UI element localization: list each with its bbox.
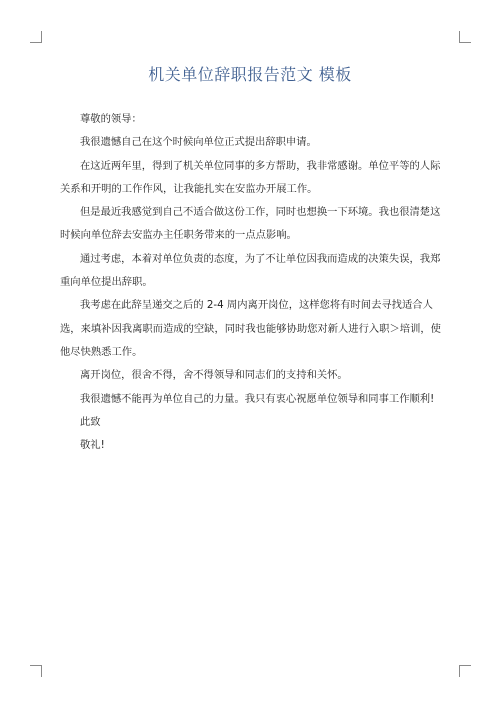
paragraph-3: 但是最近我感觉到自己不适合做这份工作，同时也想换一下环境。我也很清楚这时候向单位辞去安监办主任职务带来的一点点影响。 (60, 206, 441, 242)
paragraph-1: 我很遗憾自己在这个时候向单位正式提出辞职申请。 (80, 136, 317, 149)
paragraph-7: 我很遗憾不能再为单位自己的力量。我只有衷心祝愿单位领导和同事工作顺利! (80, 392, 435, 405)
regards: 敬礼! (80, 439, 105, 452)
paragraph-5: 我考虑在此辞呈递交之后的 2-4 周内离开岗位，这样您将有时间去寻找适合人选，来填补因我离职而造成的空缺，同时我也能够协助您对新人进行入职＞培训，使他尽快熟悉工作。 (60, 299, 441, 358)
crop-mark-bottom-right (459, 665, 471, 677)
paragraph-6: 离开岗位，很舍不得，舍不得领导和同志们的支持和关怀。 (80, 369, 348, 382)
document-title: 机关单位辞职报告范文 模板 (148, 65, 352, 84)
paragraph-2: 在这近两年里，得到了机关单位同事的多方帮助，我非常感谢。单位平等的人际关系和开明的工作作风，让我能扎实在安监办开展工作。 (60, 159, 441, 195)
crop-mark-top-right (459, 31, 471, 43)
crop-mark-top-left (30, 31, 42, 43)
salutation: 尊敬的领导： (80, 113, 142, 125)
closing: 此致 (80, 415, 101, 428)
paragraph-4: 通过考虑，本着对单位负责的态度，为了不让单位因我而造成的决策失误，我郑重向单位提出辞职。 (60, 252, 441, 289)
crop-mark-bottom-left (30, 665, 42, 677)
document-body (60, 108, 442, 457)
